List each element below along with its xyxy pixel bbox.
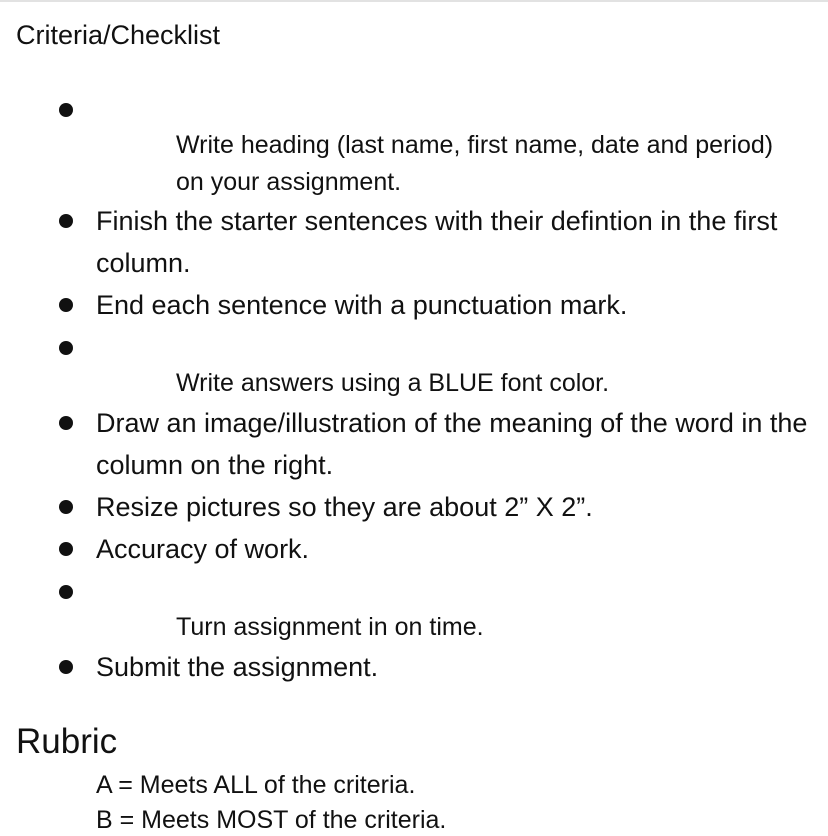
rubric-line: A = Meets ALL of the criteria. xyxy=(96,771,416,799)
list-item-text: Accuracy of work. xyxy=(96,534,310,564)
list-item-text: Draw an image/illustration of the meaning of the word in the column on the right. xyxy=(96,408,808,480)
bullet-icon xyxy=(59,416,73,430)
bullet-icon xyxy=(59,103,73,117)
list-item-text: Finish the starter sentences with their defintion in the first column. xyxy=(96,206,778,278)
bullet-icon xyxy=(59,660,73,674)
rubric-line: B = Meets MOST of the criteria. xyxy=(96,806,447,834)
bullet-icon xyxy=(59,298,73,312)
list-item-text: Write heading (last name, first name, date and period) on your assignment. xyxy=(176,131,774,196)
list-item-text: Turn assignment in on time. xyxy=(176,613,484,641)
list-item-text: Submit the assignment. xyxy=(96,652,379,682)
list-item-text: Resize pictures so they are about 2” X 2”. xyxy=(96,492,593,522)
rubric-heading: Rubric xyxy=(16,722,118,761)
checklist-heading: Criteria/Checklist xyxy=(16,20,221,50)
bullet-icon xyxy=(59,341,73,355)
top-divider xyxy=(0,0,828,2)
bullet-icon xyxy=(59,214,73,228)
bullet-icon xyxy=(59,542,73,556)
list-item-text: End each sentence with a punctuation mark. xyxy=(96,290,628,320)
list-item-text: Write answers using a BLUE font color. xyxy=(176,369,610,397)
bullet-icon xyxy=(59,585,73,599)
bullet-icon xyxy=(59,500,73,514)
